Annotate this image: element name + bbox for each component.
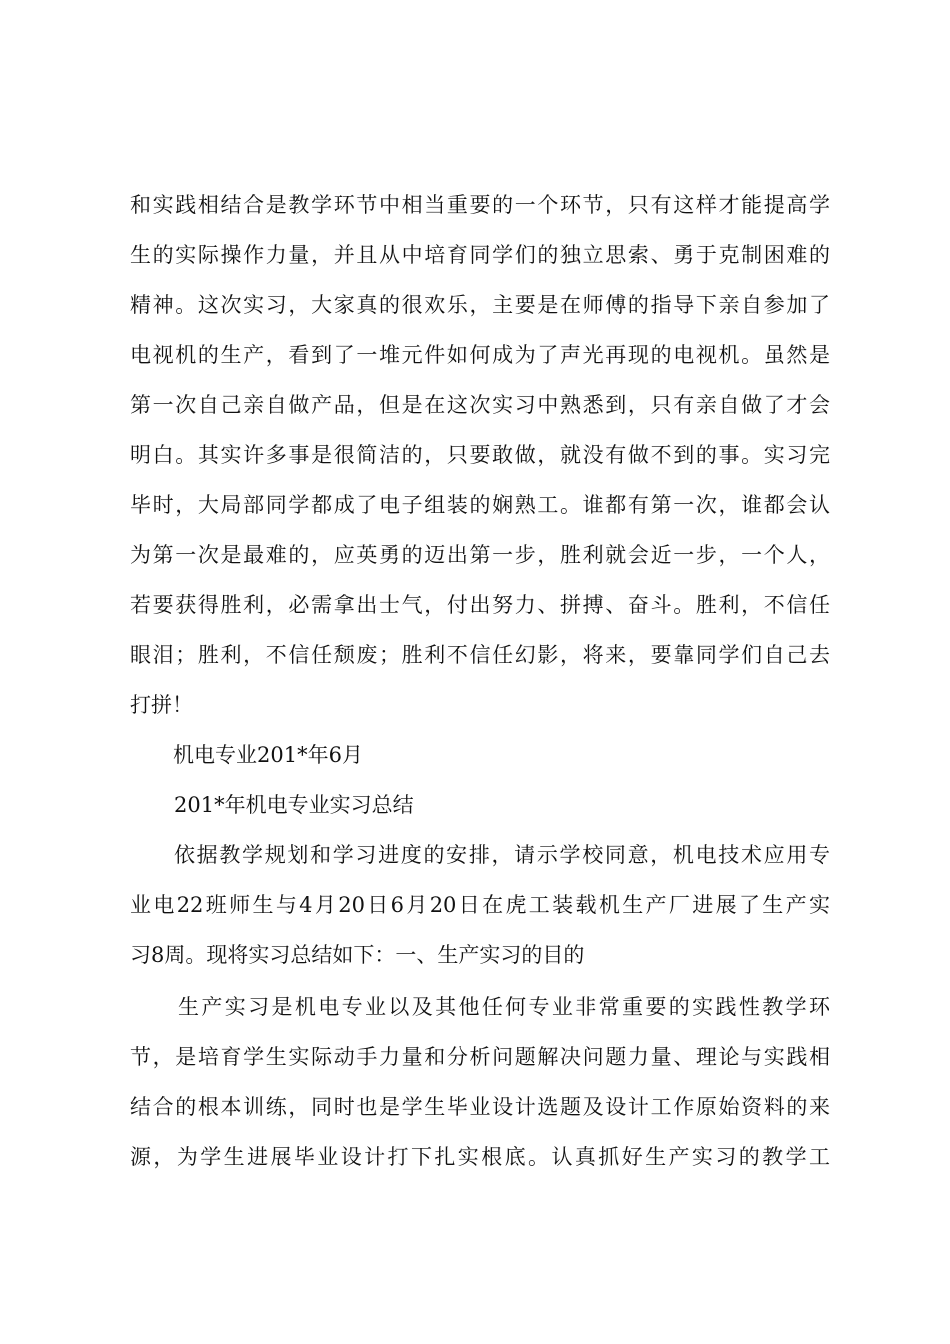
paragraph-line: 第一次自己亲自做产品，但是在这次实习中熟悉到，只有亲自做了才会: [130, 393, 830, 417]
paragraph-line: 为第一次是最难的，应英勇的迈出第一步，胜利就会近一步，一个人，: [130, 543, 830, 567]
paragraph-line: 生产实习是机电专业以及其他任何专业非常重要的实践性教学环: [178, 995, 830, 1019]
paragraph-line: 和实践相结合是教学环节中相当重要的一个环节，只有这样才能提高学: [130, 193, 830, 217]
paragraph-line: 精神。这次实习，大家真的很欢乐，主要是在师傅的指导下亲自参加了: [130, 293, 830, 317]
paragraph-line: 节，是培育学生实际动手力量和分析问题解决问题力量、理论与实践相: [130, 1045, 830, 1069]
paragraph-line: 打拼！: [130, 693, 193, 717]
paragraph-line: 生的实际操作力量，并且从中培育同学们的独立思索、勇于克制困难的: [130, 243, 830, 267]
paragraph-line: 源，为学生进展毕业设计打下扎实根底。认真抓好生产实习的教学工: [130, 1145, 830, 1169]
paragraph-line: 眼泪；胜利，不信任颓废；胜利不信任幻影，将来，要靠同学们自己去: [130, 643, 830, 667]
paragraph-line: 习8周。现将实习总结如下：一、生产实习的目的: [130, 943, 585, 967]
paragraph-line: 毕时，大局部同学都成了电子组装的娴熟工。谁都有第一次，谁都会认: [130, 493, 830, 517]
paragraph-line: 业电22班师生与4月20日6月20日在虎工装载机生产厂进展了生产实: [130, 893, 830, 917]
paragraph-line: 若要获得胜利，必需拿出士气，付出努力、拼搏、奋斗。胜利，不信任: [130, 593, 830, 617]
paragraph-line: 依据教学规划和学习进度的安排，请示学校同意，机电技术应用专: [174, 843, 830, 867]
paragraph-line: 结合的根本训练，同时也是学生毕业设计选题及设计工作原始资料的来: [130, 1095, 830, 1119]
paragraph-line: 明白。其实许多事是很简洁的，只要敢做，就没有做不到的事。实习完: [130, 443, 830, 467]
section-title: 201*年机电专业实习总结: [174, 793, 414, 817]
paragraph-line: 电视机的生产，看到了一堆元件如何成为了声光再现的电视机。虽然是: [130, 343, 830, 367]
signature-line: 机电专业201*年6月: [173, 743, 363, 767]
